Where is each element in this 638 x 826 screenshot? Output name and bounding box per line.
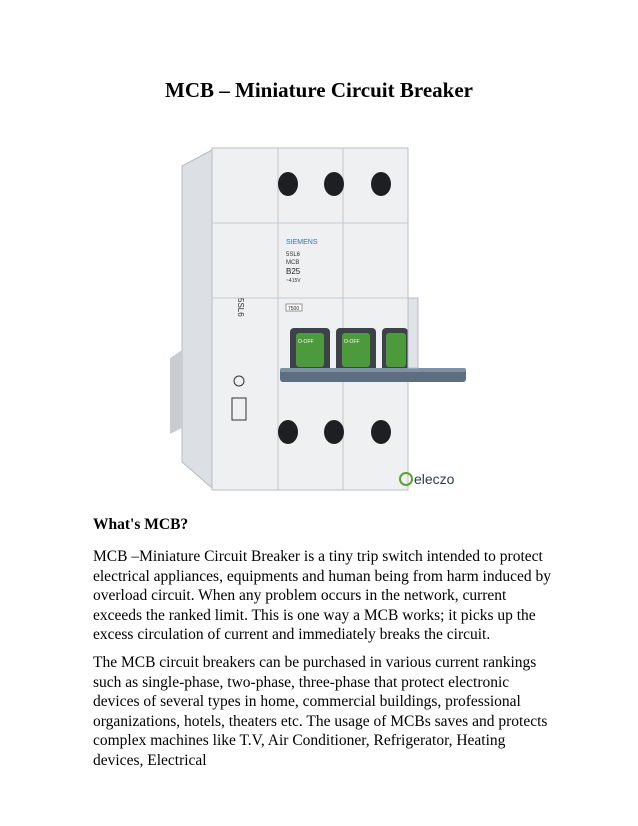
switch-label-1: O-OFF [298, 339, 314, 345]
document-title: MCB – Miniature Circuit Breaker [165, 78, 473, 102]
mcb-product-image [168, 128, 513, 503]
model-line-2: MCB [286, 260, 300, 266]
paragraph-1: MCB –Miniature Circuit Breaker is a tiny trip switch intended to protect electrical appliances, equipments and human being from harm induced by overload circuit. When any problem occurs in the network, current exceeds the ranked limit. This is one way a MCB works; it picks up the excess circulation of current and immediately breaks the circuit. [93, 548, 551, 644]
model-line-3: B25 [286, 267, 301, 276]
section-heading: What's MCB? [93, 516, 189, 533]
model-line-1: 5SL6 [286, 252, 301, 258]
watermark-logo: eleczo [414, 471, 455, 487]
paragraph-2: The MCB circuit breakers can be purchased in various current rankings such as single-phase, two-phase, three-phase that protect electronic devices of several types in home, commercial buildings, professional organizations, hotels, theaters etc. The usage of MCBs saves and protects complex machines like T.V, Air Conditioner, Refrigerator, Heating devices, Electrical [93, 654, 548, 769]
model-line-4: ~415V [286, 278, 301, 284]
side-label: 5SL6 [236, 298, 245, 317]
switch-label-2: O-OFF [344, 339, 360, 345]
rating-box-label: 7500 [288, 306, 300, 312]
brand-label: SIEMENS [286, 239, 318, 246]
